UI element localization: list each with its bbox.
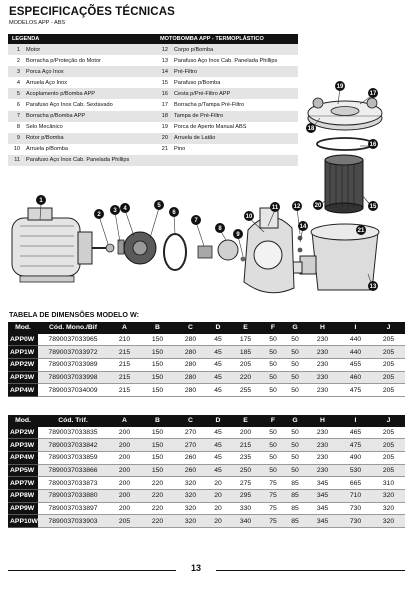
dimension-cell: 205 bbox=[372, 334, 405, 346]
table-row bbox=[8, 515, 405, 528]
callout-12 bbox=[292, 201, 302, 211]
legend-number: 12 bbox=[156, 44, 172, 55]
callout-label: 7 bbox=[194, 218, 198, 225]
dimension-cell: 230 bbox=[306, 346, 339, 359]
dimension-cell: 200 bbox=[108, 502, 141, 515]
dimensions-title: TABELA DE DIMENSÕES MODELO W: bbox=[9, 310, 140, 319]
dimension-cell: 230 bbox=[306, 427, 339, 439]
legend-label: Pré-Filtro bbox=[172, 66, 298, 77]
legend-label: Parafuso Aço Inox Cab. Panelada Phillips bbox=[24, 155, 156, 166]
dimension-cell: 75 bbox=[262, 477, 284, 490]
dimension-cell: 320 bbox=[174, 489, 207, 502]
page-title: ESPECIFICAÇÕES TÉCNICAS bbox=[9, 6, 175, 18]
hand-nut-shape bbox=[313, 98, 323, 108]
callout-6 bbox=[169, 207, 179, 217]
legend-number: 11 bbox=[8, 155, 24, 166]
dimension-cell: 85 bbox=[284, 489, 306, 502]
callout-label: 3 bbox=[113, 208, 117, 215]
dimension-cell: 320 bbox=[174, 502, 207, 515]
legend-number: 19 bbox=[161, 124, 168, 131]
callout-19 bbox=[335, 81, 345, 91]
dimension-cell: 280 bbox=[174, 358, 207, 371]
footer-rule-left bbox=[8, 570, 176, 571]
callout-9 bbox=[233, 229, 243, 239]
dimension-cell: 230 bbox=[306, 439, 339, 452]
callout-label: 16 bbox=[369, 142, 377, 149]
dimension-cell: 150 bbox=[141, 427, 174, 439]
legend-label: Porca Aço Inox bbox=[24, 66, 156, 77]
column-header: D bbox=[207, 322, 229, 334]
dimension-cell: 230 bbox=[306, 451, 339, 464]
callout-4 bbox=[120, 203, 130, 213]
dimension-cell: 50 bbox=[262, 439, 284, 452]
callout-label: 20 bbox=[314, 203, 322, 210]
callout-label: 17 bbox=[369, 91, 377, 98]
dimension-cell: 50 bbox=[284, 334, 306, 346]
dimension-cell: 45 bbox=[207, 451, 229, 464]
dimension-cell: 255 bbox=[229, 384, 262, 397]
legend-number: 1 bbox=[8, 44, 24, 55]
callout-2 bbox=[94, 209, 104, 219]
code-cell: 7890037033873 bbox=[38, 477, 108, 490]
legend-label: Parafuso Aço Inox Cab. Sextavado bbox=[26, 102, 113, 109]
pre-filter-shape bbox=[312, 232, 378, 290]
table-row bbox=[8, 371, 405, 384]
dimension-cell: 45 bbox=[207, 346, 229, 359]
dimension-cell: 340 bbox=[229, 515, 262, 528]
column-header: F bbox=[262, 415, 284, 427]
table-row bbox=[8, 358, 405, 371]
table-row bbox=[8, 477, 405, 490]
dimensions-table-trif bbox=[8, 415, 405, 528]
code-cell: 7890037033842 bbox=[38, 439, 108, 452]
dimension-cell: 320 bbox=[372, 515, 405, 528]
dimension-cell: 220 bbox=[141, 489, 174, 502]
dimension-cell: 320 bbox=[174, 477, 207, 490]
dimension-cell: 200 bbox=[108, 451, 141, 464]
legend-label: Selo Mecânico bbox=[26, 124, 63, 131]
dimension-cell: 45 bbox=[207, 334, 229, 346]
dimension-cell: 45 bbox=[207, 358, 229, 371]
page-subtitle: MODELOS APP - ABS bbox=[9, 20, 66, 26]
dimension-cell: 710 bbox=[339, 489, 372, 502]
dimension-cell: 150 bbox=[141, 451, 174, 464]
dimension-cell: 250 bbox=[229, 464, 262, 477]
dimension-cell: 220 bbox=[141, 477, 174, 490]
model-cell: APP4W bbox=[8, 384, 38, 397]
model-cell: APP7W bbox=[8, 477, 38, 490]
legend-label: Acoplamento p/Bomba APP bbox=[24, 88, 156, 99]
dimension-cell: 490 bbox=[339, 451, 372, 464]
dimension-cell: 45 bbox=[207, 371, 229, 384]
callout-16 bbox=[368, 139, 378, 149]
column-header: H bbox=[306, 322, 339, 334]
dimension-cell: 280 bbox=[174, 371, 207, 384]
callout-label: 1 bbox=[39, 198, 43, 205]
dimension-cell: 210 bbox=[108, 334, 141, 346]
dimension-cell: 460 bbox=[339, 371, 372, 384]
dimension-cell: 200 bbox=[108, 427, 141, 439]
dimension-cell: 260 bbox=[174, 464, 207, 477]
dimension-cell: 200 bbox=[108, 439, 141, 452]
model-cell: APP2W bbox=[8, 427, 38, 439]
legend-number: 8 bbox=[16, 124, 20, 131]
dimension-cell: 75 bbox=[262, 515, 284, 528]
page-number: 13 bbox=[190, 563, 201, 573]
code-cell: 7890037033965 bbox=[38, 334, 108, 346]
basket-shape bbox=[325, 160, 363, 208]
dimension-cell: 45 bbox=[207, 384, 229, 397]
dimension-cell: 665 bbox=[339, 477, 372, 490]
table-row bbox=[8, 502, 405, 515]
dimension-cell: 20 bbox=[207, 489, 229, 502]
callout-14 bbox=[298, 221, 308, 231]
legend-label: Parafuso Aço Inox Cab. Panelada Phillips bbox=[174, 57, 278, 64]
legend-label: Tampa de Pré-Filtro bbox=[172, 111, 298, 122]
lid-gasket-shape bbox=[317, 138, 373, 150]
callout-label: 13 bbox=[369, 284, 377, 291]
dimension-cell: 150 bbox=[141, 334, 174, 346]
legend-label: Porca de Aperto Manual ABS bbox=[174, 124, 247, 131]
legend-label: Rotor p/Bomba bbox=[24, 133, 156, 144]
model-header: MOTOBOMBA APP - TERMOPLÁSTICO bbox=[156, 34, 298, 44]
dimension-cell: 50 bbox=[284, 439, 306, 452]
column-header: A bbox=[108, 322, 141, 334]
dimension-cell: 320 bbox=[174, 515, 207, 528]
dimension-cell: 150 bbox=[141, 346, 174, 359]
dimension-cell: 230 bbox=[306, 371, 339, 384]
column-header: D bbox=[207, 415, 229, 427]
column-header: J bbox=[372, 322, 405, 334]
dimension-cell: 275 bbox=[229, 477, 262, 490]
callout-8 bbox=[215, 223, 225, 233]
table-row bbox=[8, 464, 405, 477]
dimension-cell: 730 bbox=[339, 502, 372, 515]
legend-number: 13 bbox=[161, 57, 168, 64]
dimension-cell: 440 bbox=[339, 346, 372, 359]
dimension-cell: 475 bbox=[339, 439, 372, 452]
dimension-cell: 345 bbox=[306, 489, 339, 502]
dimension-cell: 205 bbox=[108, 515, 141, 528]
dimension-cell: 150 bbox=[141, 358, 174, 371]
callout-13 bbox=[368, 281, 378, 291]
dimension-cell: 455 bbox=[339, 358, 372, 371]
code-cell: 7890037033859 bbox=[38, 451, 108, 464]
dimension-cell: 20 bbox=[207, 515, 229, 528]
column-header: I bbox=[339, 322, 372, 334]
dimension-cell: 200 bbox=[229, 427, 262, 439]
dimension-cell: 310 bbox=[372, 477, 405, 490]
legend-number: 17 bbox=[161, 102, 168, 109]
dimension-cell: 150 bbox=[141, 371, 174, 384]
table-row bbox=[8, 384, 405, 397]
dimension-cell: 45 bbox=[207, 464, 229, 477]
dimension-cell: 20 bbox=[207, 502, 229, 515]
legend-label: Motor bbox=[24, 44, 156, 55]
code-cell: 7890037033972 bbox=[38, 346, 108, 359]
dimension-cell: 440 bbox=[339, 334, 372, 346]
dimension-cell: 205 bbox=[372, 464, 405, 477]
dimension-cell: 205 bbox=[372, 358, 405, 371]
pump-gasket-shape bbox=[164, 234, 186, 270]
dimension-cell: 230 bbox=[306, 358, 339, 371]
callout-label: 4 bbox=[123, 206, 127, 213]
callout-3 bbox=[110, 205, 120, 215]
model-cell: APP8W bbox=[8, 489, 38, 502]
footer-rule-right bbox=[216, 570, 405, 571]
dimension-cell: 320 bbox=[372, 502, 405, 515]
table-row bbox=[8, 346, 405, 359]
callout-10 bbox=[244, 211, 254, 221]
model-cell: APP4W bbox=[8, 451, 38, 464]
dimension-cell: 220 bbox=[141, 515, 174, 528]
dimension-cell: 185 bbox=[229, 346, 262, 359]
column-header: J bbox=[372, 415, 405, 427]
dimension-cell: 50 bbox=[262, 334, 284, 346]
dimension-cell: 280 bbox=[174, 334, 207, 346]
column-header: B bbox=[141, 415, 174, 427]
legend-label: Arruela de Latão bbox=[172, 133, 298, 144]
dimension-cell: 345 bbox=[306, 477, 339, 490]
callout-label: 12 bbox=[293, 204, 301, 211]
callout-label: 19 bbox=[336, 84, 344, 91]
dimension-cell: 50 bbox=[284, 346, 306, 359]
dimension-cell: 280 bbox=[174, 384, 207, 397]
impeller-shape bbox=[218, 240, 238, 260]
dimension-cell: 205 bbox=[372, 427, 405, 439]
callout-7 bbox=[191, 215, 201, 225]
dimension-cell: 215 bbox=[108, 358, 141, 371]
dimension-cell: 50 bbox=[262, 451, 284, 464]
dimension-cell: 205 bbox=[372, 439, 405, 452]
dimension-cell: 215 bbox=[108, 346, 141, 359]
callout-label: 15 bbox=[369, 204, 377, 211]
dimension-cell: 85 bbox=[284, 477, 306, 490]
callout-18 bbox=[306, 123, 316, 133]
column-header: Mod. bbox=[8, 322, 38, 334]
column-header: G bbox=[284, 322, 306, 334]
column-header: H bbox=[306, 415, 339, 427]
dimension-cell: 50 bbox=[262, 358, 284, 371]
dimension-cell: 50 bbox=[284, 358, 306, 371]
column-header: E bbox=[229, 322, 262, 334]
column-header: G bbox=[284, 415, 306, 427]
dimension-cell: 220 bbox=[229, 371, 262, 384]
callout-label: 5 bbox=[157, 203, 161, 210]
dimension-cell: 200 bbox=[108, 477, 141, 490]
dimension-cell: 75 bbox=[262, 502, 284, 515]
dimension-cell: 50 bbox=[284, 371, 306, 384]
dimension-cell: 295 bbox=[229, 489, 262, 502]
code-cell: 7890037033998 bbox=[38, 371, 108, 384]
callout-label: 9 bbox=[236, 232, 240, 239]
legend-number: 14 bbox=[156, 66, 172, 77]
dimension-cell: 345 bbox=[306, 502, 339, 515]
code-cell: 7890037033897 bbox=[38, 502, 108, 515]
callout-15 bbox=[368, 201, 378, 211]
legend-label: Corpo p/Bomba bbox=[172, 44, 298, 55]
dimension-cell: 215 bbox=[108, 384, 141, 397]
model-cell: APP1W bbox=[8, 346, 38, 359]
dimension-cell: 175 bbox=[229, 334, 262, 346]
dimension-cell: 330 bbox=[229, 502, 262, 515]
callout-21 bbox=[356, 225, 366, 235]
dimension-cell: 270 bbox=[174, 439, 207, 452]
legend-number: 4 bbox=[16, 79, 20, 86]
callout-label: 11 bbox=[271, 205, 279, 212]
legend-number: 15 bbox=[161, 79, 168, 86]
dimension-cell: 50 bbox=[284, 384, 306, 397]
callout-20 bbox=[313, 200, 323, 210]
column-header: B bbox=[141, 322, 174, 334]
table-row bbox=[8, 489, 405, 502]
column-header: E bbox=[229, 415, 262, 427]
legend-number: 21 bbox=[161, 146, 168, 153]
dimension-cell: 75 bbox=[262, 489, 284, 502]
dimension-cell: 320 bbox=[372, 489, 405, 502]
dimension-cell: 85 bbox=[284, 515, 306, 528]
dimension-cell: 150 bbox=[141, 439, 174, 452]
dimension-cell: 230 bbox=[306, 384, 339, 397]
code-cell: 7890037034009 bbox=[38, 384, 108, 397]
dimension-cell: 205 bbox=[372, 384, 405, 397]
motor-rubber-shape bbox=[106, 244, 114, 252]
callout-17 bbox=[368, 88, 378, 98]
callout-label: 10 bbox=[245, 214, 253, 221]
legend-label: Borracha p/Proteção do Motor bbox=[26, 57, 101, 64]
dimension-cell: 50 bbox=[262, 427, 284, 439]
callout-label: 14 bbox=[299, 224, 307, 231]
legend-number: 2 bbox=[16, 57, 20, 64]
dimension-cell: 50 bbox=[284, 451, 306, 464]
callout-5 bbox=[154, 200, 164, 210]
legend-number: 6 bbox=[16, 102, 20, 109]
seal-shape bbox=[198, 246, 212, 258]
legend-number: 9 bbox=[8, 133, 24, 144]
legend-number: 20 bbox=[156, 133, 172, 144]
dimension-cell: 730 bbox=[339, 515, 372, 528]
dimension-cell: 200 bbox=[108, 489, 141, 502]
motor-shape bbox=[12, 218, 80, 276]
dimension-cell: 150 bbox=[141, 464, 174, 477]
legend-number: 16 bbox=[156, 88, 172, 99]
dimension-cell: 215 bbox=[108, 371, 141, 384]
dimension-cell: 150 bbox=[141, 384, 174, 397]
callout-label: 6 bbox=[172, 210, 176, 217]
callout-label: 18 bbox=[307, 126, 315, 133]
dimension-cell: 280 bbox=[174, 346, 207, 359]
legend-number: 10 bbox=[13, 146, 20, 153]
column-header: Cód. Trif. bbox=[38, 415, 108, 427]
model-cell: APP3W bbox=[8, 371, 38, 384]
dimensions-table-mono bbox=[8, 322, 405, 397]
dimension-cell: 475 bbox=[339, 384, 372, 397]
dimension-cell: 465 bbox=[339, 427, 372, 439]
callout-label: 2 bbox=[97, 212, 101, 219]
model-cell: APP9W bbox=[8, 502, 38, 515]
dimension-cell: 200 bbox=[108, 464, 141, 477]
code-cell: 7890037033866 bbox=[38, 464, 108, 477]
dimension-cell: 215 bbox=[229, 439, 262, 452]
code-cell: 7890037033880 bbox=[38, 489, 108, 502]
code-cell: 7890037033835 bbox=[38, 427, 108, 439]
code-cell: 7890037033903 bbox=[38, 515, 108, 528]
dimension-cell: 50 bbox=[262, 371, 284, 384]
dimension-cell: 20 bbox=[207, 477, 229, 490]
dimension-cell: 345 bbox=[306, 515, 339, 528]
code-cell: 7890037033989 bbox=[38, 358, 108, 371]
model-cell: APP10W bbox=[8, 515, 38, 528]
legend-label: Borracha p/Tampa Pré-Filtro bbox=[174, 102, 245, 109]
legend-number: 5 bbox=[8, 88, 24, 99]
dimension-cell: 220 bbox=[141, 502, 174, 515]
dimension-cell: 205 bbox=[372, 371, 405, 384]
column-header: F bbox=[262, 322, 284, 334]
callout-1 bbox=[36, 195, 46, 205]
column-header: Mod. bbox=[8, 415, 38, 427]
legend-label: Borracha p/Bomba APP bbox=[24, 111, 156, 122]
callout-label: 8 bbox=[218, 226, 222, 233]
dimension-cell: 230 bbox=[306, 334, 339, 346]
legend-label: Arruela p/Bomba bbox=[26, 146, 68, 153]
dimension-cell: 260 bbox=[174, 451, 207, 464]
dimension-cell: 50 bbox=[262, 346, 284, 359]
column-header: C bbox=[174, 322, 207, 334]
dimension-cell: 50 bbox=[284, 427, 306, 439]
dimension-cell: 50 bbox=[262, 384, 284, 397]
legend-number: 18 bbox=[156, 111, 172, 122]
legend-label: Pino bbox=[174, 146, 186, 153]
table-row bbox=[8, 427, 405, 439]
callout-11 bbox=[270, 202, 280, 212]
dimension-cell: 205 bbox=[229, 358, 262, 371]
dimension-cell: 235 bbox=[229, 451, 262, 464]
dimension-cell: 50 bbox=[262, 464, 284, 477]
model-cell: APP0W bbox=[8, 334, 38, 346]
dimension-cell: 230 bbox=[306, 464, 339, 477]
legend-label: Arruela Aço Inox bbox=[26, 79, 68, 86]
legend-header: LEGENDA bbox=[8, 34, 156, 44]
legend-number: 7 bbox=[8, 111, 24, 122]
dimension-cell: 530 bbox=[339, 464, 372, 477]
legend-label: Parafuso p/Bomba bbox=[174, 79, 221, 86]
column-header: Cód. Mono./Bif bbox=[38, 322, 108, 334]
model-cell: APP3W bbox=[8, 439, 38, 452]
table-row bbox=[8, 451, 405, 464]
dimension-cell: 85 bbox=[284, 502, 306, 515]
model-cell: APP5W bbox=[8, 464, 38, 477]
column-header: I bbox=[339, 415, 372, 427]
dimension-cell: 45 bbox=[207, 439, 229, 452]
dimension-cell: 205 bbox=[372, 451, 405, 464]
dimension-cell: 45 bbox=[207, 427, 229, 439]
callout-label: 21 bbox=[357, 228, 365, 235]
table-row bbox=[8, 334, 405, 346]
dimension-cell: 50 bbox=[284, 464, 306, 477]
column-header: C bbox=[174, 415, 207, 427]
column-header: A bbox=[108, 415, 141, 427]
dimension-cell: 205 bbox=[372, 346, 405, 359]
model-cell: APP2W bbox=[8, 358, 38, 371]
dimension-cell: 270 bbox=[174, 427, 207, 439]
legend-label: Cesta p/Pré-Filtro APP bbox=[172, 88, 298, 99]
legend-number: 3 bbox=[8, 66, 24, 77]
table-row bbox=[8, 439, 405, 452]
